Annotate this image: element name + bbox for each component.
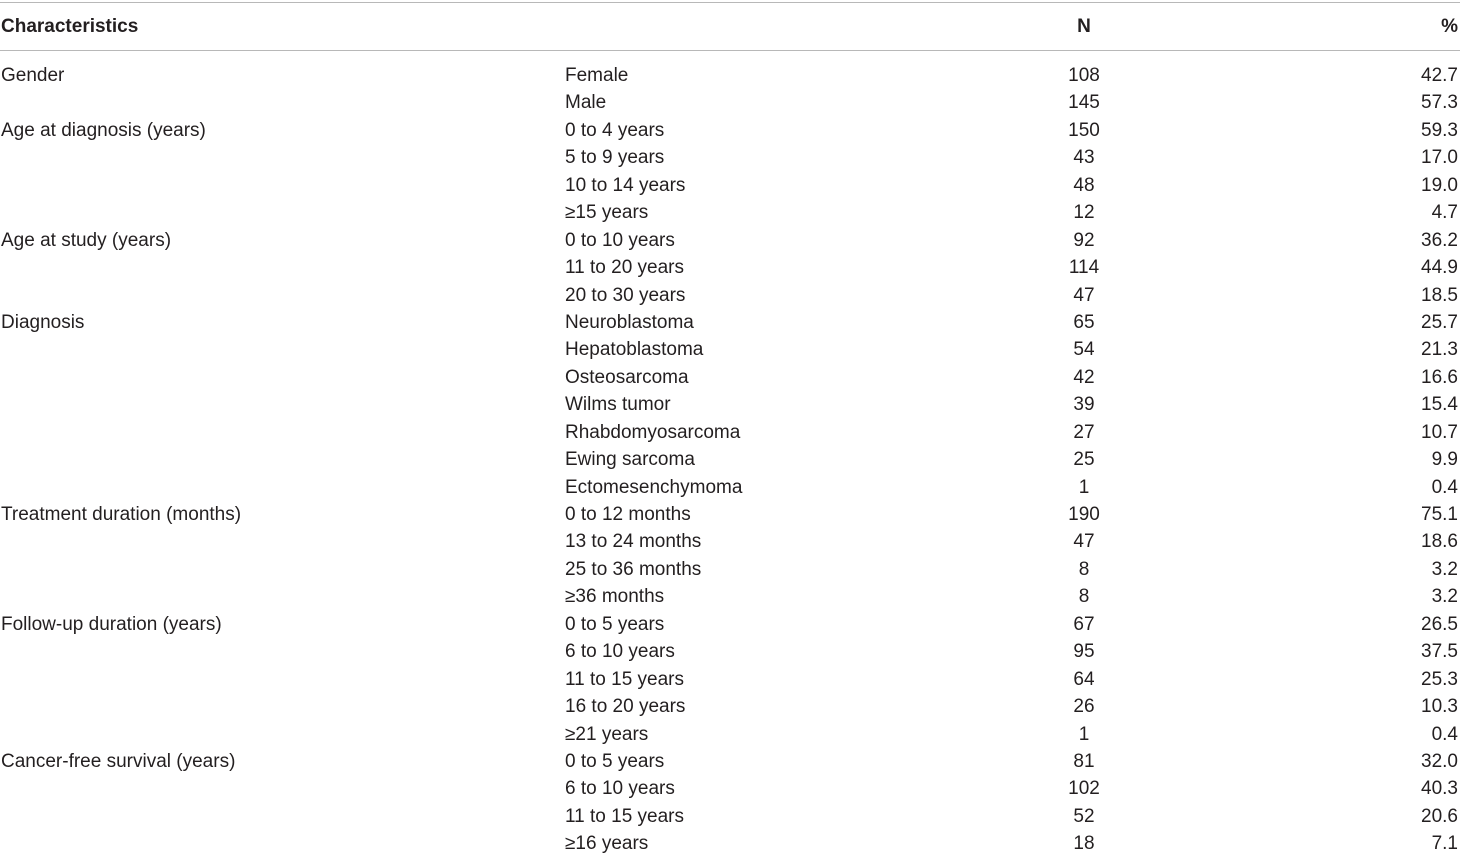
row-n: 12 [1073, 202, 1095, 224]
row-percent: 40.3 [1421, 778, 1458, 800]
row-category: Male [565, 92, 607, 114]
table-body [0, 62, 1460, 858]
row-category: Rhabdomyosarcoma [565, 421, 741, 443]
row-n: 95 [1073, 641, 1095, 663]
row-category: 6 to 10 years [565, 641, 675, 663]
row-percent: 42.7 [1421, 65, 1458, 86]
table-row [0, 227, 1460, 254]
table-row [0, 721, 1460, 748]
row-category: 16 to 20 years [565, 696, 686, 718]
row-n: 67 [1073, 613, 1095, 635]
row-n: 8 [1078, 586, 1090, 608]
row-category: Hepatoblastoma [565, 339, 704, 361]
row-percent: 32.0 [1421, 750, 1458, 772]
row-percent: 36.2 [1421, 229, 1458, 251]
table-row [0, 254, 1460, 281]
row-characteristic: Age at diagnosis (years) [1, 119, 206, 141]
row-category: ≥36 months [565, 586, 665, 608]
table-row [0, 199, 1460, 226]
table-row [0, 117, 1460, 144]
row-n: 47 [1073, 284, 1095, 306]
row-n: 52 [1073, 805, 1095, 827]
row-n: 64 [1073, 668, 1095, 690]
row-category: 6 to 10 years [565, 778, 675, 800]
table-row [0, 693, 1460, 720]
row-category: 0 to 5 years [565, 613, 665, 635]
table-row [0, 611, 1460, 638]
row-category: Ewing sarcoma [565, 449, 695, 471]
row-category: ≥15 years [565, 202, 649, 224]
row-category: Neuroblastoma [565, 311, 694, 333]
row-percent: 26.5 [1421, 613, 1458, 635]
row-n: 39 [1073, 394, 1095, 416]
row-percent: 21.3 [1421, 339, 1458, 361]
row-category: ≥21 years [565, 723, 649, 745]
row-category: ≥16 years [565, 833, 649, 855]
row-percent: 19.0 [1421, 174, 1458, 196]
header-characteristics: Characteristics [1, 16, 139, 37]
header-percent: % [1441, 16, 1458, 37]
row-category: 5 to 9 years [565, 147, 665, 169]
row-n: 26 [1073, 696, 1095, 718]
row-n: 18 [1073, 833, 1095, 855]
row-percent: 59.3 [1421, 119, 1458, 141]
row-category: 20 to 30 years [565, 284, 686, 306]
row-percent: 20.6 [1421, 805, 1458, 827]
row-percent: 0.4 [1431, 476, 1458, 498]
table-row [0, 474, 1460, 501]
row-n: 150 [1068, 119, 1100, 141]
row-category: 11 to 15 years [565, 668, 685, 690]
table-row [0, 309, 1460, 336]
row-percent: 3.2 [1431, 558, 1458, 580]
table-row [0, 391, 1460, 418]
row-category: 0 to 10 years [565, 229, 675, 251]
row-percent: 15.4 [1421, 394, 1458, 416]
row-n: 102 [1068, 778, 1100, 800]
row-category: 11 to 15 years [565, 805, 685, 827]
row-n: 47 [1073, 531, 1095, 553]
table-row [0, 62, 1460, 89]
header-n: N [1077, 16, 1091, 37]
table-header-row [0, 3, 1460, 50]
table-row [0, 336, 1460, 363]
row-characteristic: Age at study (years) [1, 229, 172, 251]
row-percent: 44.9 [1421, 257, 1458, 279]
row-category: 0 to 4 years [565, 119, 665, 141]
row-characteristic: Cancer-free survival (years) [1, 750, 236, 772]
row-percent: 75.1 [1421, 504, 1458, 525]
row-category: 10 to 14 years [565, 174, 686, 196]
row-percent: 16.6 [1421, 366, 1458, 388]
row-n: 48 [1073, 174, 1095, 196]
table-row [0, 803, 1460, 830]
row-category: 13 to 24 months [565, 531, 702, 553]
table-row [0, 282, 1460, 309]
table-row [0, 638, 1460, 665]
row-percent: 0.4 [1431, 723, 1458, 745]
row-percent: 4.7 [1431, 202, 1458, 224]
row-percent: 18.6 [1421, 531, 1458, 553]
table-row [0, 556, 1460, 583]
row-category: 0 to 5 years [565, 750, 665, 772]
row-category: Wilms tumor [565, 394, 671, 416]
row-percent: 25.3 [1421, 668, 1458, 690]
table-row [0, 364, 1460, 391]
row-percent: 25.7 [1421, 311, 1458, 333]
row-n: 43 [1073, 147, 1095, 169]
row-n: 114 [1068, 257, 1100, 279]
row-n: 42 [1073, 366, 1095, 388]
row-category: Osteosarcoma [565, 366, 689, 388]
row-category: Ectomesenchymoma [565, 476, 743, 498]
table-row [0, 501, 1460, 528]
table-row [0, 748, 1460, 775]
table-row [0, 775, 1460, 802]
row-category: Female [565, 65, 629, 86]
row-n: 190 [1068, 504, 1100, 525]
row-category: 0 to 12 months [565, 504, 691, 525]
row-characteristic: Gender [1, 65, 65, 86]
table-row [0, 419, 1460, 446]
row-n: 65 [1073, 311, 1095, 333]
row-n: 108 [1068, 65, 1100, 86]
row-percent: 3.2 [1431, 586, 1458, 608]
row-percent: 17.0 [1421, 147, 1458, 169]
table-row [0, 446, 1460, 473]
row-n: 54 [1073, 339, 1095, 361]
table-row [0, 89, 1460, 116]
table-row [0, 528, 1460, 555]
row-category: 11 to 20 years [565, 257, 685, 279]
table-header-rule [0, 50, 1460, 51]
row-characteristic: Treatment duration (months) [1, 504, 242, 525]
row-n: 92 [1073, 229, 1095, 251]
row-n: 8 [1078, 558, 1090, 580]
row-n: 145 [1068, 92, 1100, 114]
row-percent: 57.3 [1421, 92, 1458, 114]
table-row [0, 666, 1460, 693]
row-percent: 37.5 [1421, 641, 1458, 663]
row-category: 25 to 36 months [565, 558, 702, 580]
row-percent: 9.9 [1431, 449, 1458, 471]
row-n: 81 [1073, 750, 1095, 772]
row-n: 1 [1078, 476, 1090, 498]
table-row [0, 144, 1460, 171]
row-characteristic: Follow-up duration (years) [1, 613, 222, 635]
row-n: 27 [1073, 421, 1095, 443]
row-percent: 18.5 [1421, 284, 1458, 306]
row-characteristic: Diagnosis [1, 311, 85, 333]
row-percent: 7.1 [1431, 833, 1458, 855]
row-n: 25 [1073, 449, 1095, 471]
row-n: 1 [1078, 723, 1090, 745]
table-row [0, 830, 1460, 857]
table-row [0, 172, 1460, 199]
row-percent: 10.7 [1421, 421, 1458, 443]
row-percent: 10.3 [1421, 696, 1458, 718]
table-row [0, 583, 1460, 610]
